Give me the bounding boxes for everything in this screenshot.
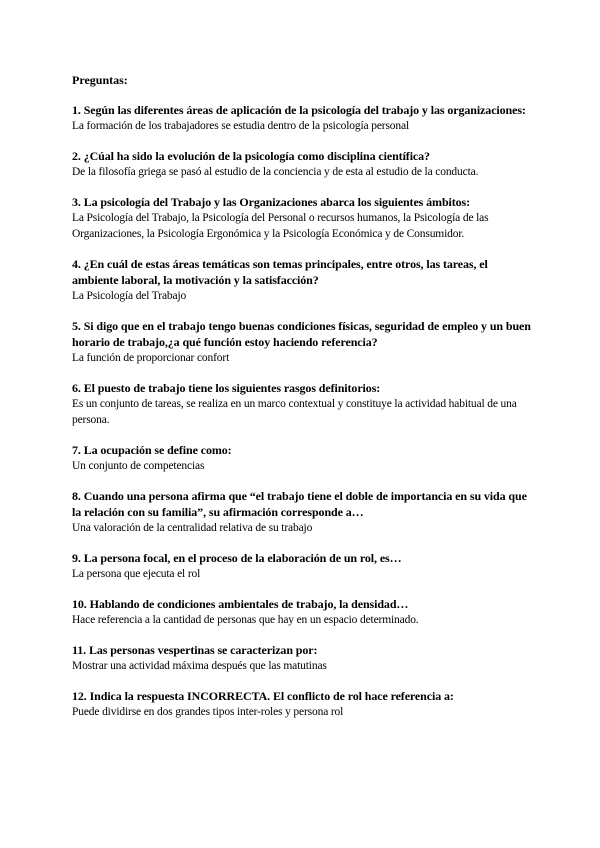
qa-item-6	[72, 380, 532, 428]
qa-item-4	[72, 256, 532, 304]
question-text: 3. La psicología del Trabajo y las Organizaciones abarca los siguientes ámbitos:	[72, 195, 471, 209]
answer-text: La persona que ejecuta el rol	[72, 568, 201, 580]
answer-text: Un conjunto de competencias	[72, 460, 205, 472]
answer-text: La formación de los trabajadores se estudia dentro de la psicología personal	[72, 120, 409, 132]
answer-text: De la filosofía griega se pasó al estudio de la conciencia y de esta al estudio de la conducta.	[72, 166, 479, 178]
qa-item-5	[72, 318, 532, 366]
qa-item-8	[72, 488, 532, 536]
qa-item-9	[72, 550, 532, 582]
qa-item-12	[72, 688, 532, 720]
question-text: 11. Las personas vespertinas se caracterizan por:	[72, 643, 318, 657]
answer-text: La Psicología del Trabajo, la Psicología del Personal o recursos humanos, la Psicología de las Organizaciones, la Psicología Ergonómica y la Psicología Económica y de Consumidor.	[72, 212, 489, 240]
qa-item-10	[72, 596, 532, 628]
answer-text: La función de proporcionar confort	[72, 352, 230, 364]
answer-text: Una valoración de la centralidad relativa de su trabajo	[72, 522, 313, 534]
question-text: 1. Según las diferentes áreas de aplicación de la psicología del trabajo y las organizaciones:	[72, 103, 526, 117]
question-text: 8. Cuando una persona afirma que “el trabajo tiene el doble de importancia en su vida que la relación con su familia”, su afirmación corresponde a…	[72, 489, 527, 519]
qa-item-1	[72, 102, 532, 134]
question-text: 5. Si digo que en el trabajo tengo buenas condiciones físicas, seguridad de empleo y un buen horario de trabajo,¿a qué función estoy haciendo referencia?	[72, 319, 531, 349]
question-text: 12. Indica la respuesta INCORRECTA. El conflicto de rol hace referencia a:	[72, 689, 454, 703]
qa-item-7	[72, 442, 532, 474]
document-page	[72, 72, 532, 720]
answer-text: Mostrar una actividad máxima después que las matutinas	[72, 660, 327, 672]
question-text: 4. ¿En cuál de estas áreas temáticas son temas principales, entre otros, las tareas, el ambiente laboral, la motivación y la satisfacción?	[72, 257, 488, 287]
qa-item-3	[72, 194, 532, 242]
document-heading: Preguntas:	[72, 73, 128, 87]
question-text: 9. La persona focal, en el proceso de la elaboración de un rol, es…	[72, 551, 402, 565]
question-text: 7. La ocupación se define como:	[72, 443, 232, 457]
qa-item-2	[72, 148, 532, 180]
question-text: 2. ¿Cúal ha sido la evolución de la psicología como disciplina científica?	[72, 149, 430, 163]
question-text: 6. El puesto de trabajo tiene los siguientes rasgos definitorios:	[72, 381, 381, 395]
question-text: 10. Hablando de condiciones ambientales de trabajo, la densidad…	[72, 597, 409, 611]
answer-text: La Psicología del Trabajo	[72, 290, 187, 302]
answer-text: Es un conjunto de tareas, se realiza en un marco contextual y constituye la actividad habitual de una persona.	[72, 398, 517, 426]
answer-text: Puede dividirse en dos grandes tipos inter-roles y persona rol	[72, 706, 344, 718]
qa-item-11	[72, 642, 532, 674]
answer-text: Hace referencia a la cantidad de personas que hay en un espacio determinado.	[72, 614, 419, 626]
